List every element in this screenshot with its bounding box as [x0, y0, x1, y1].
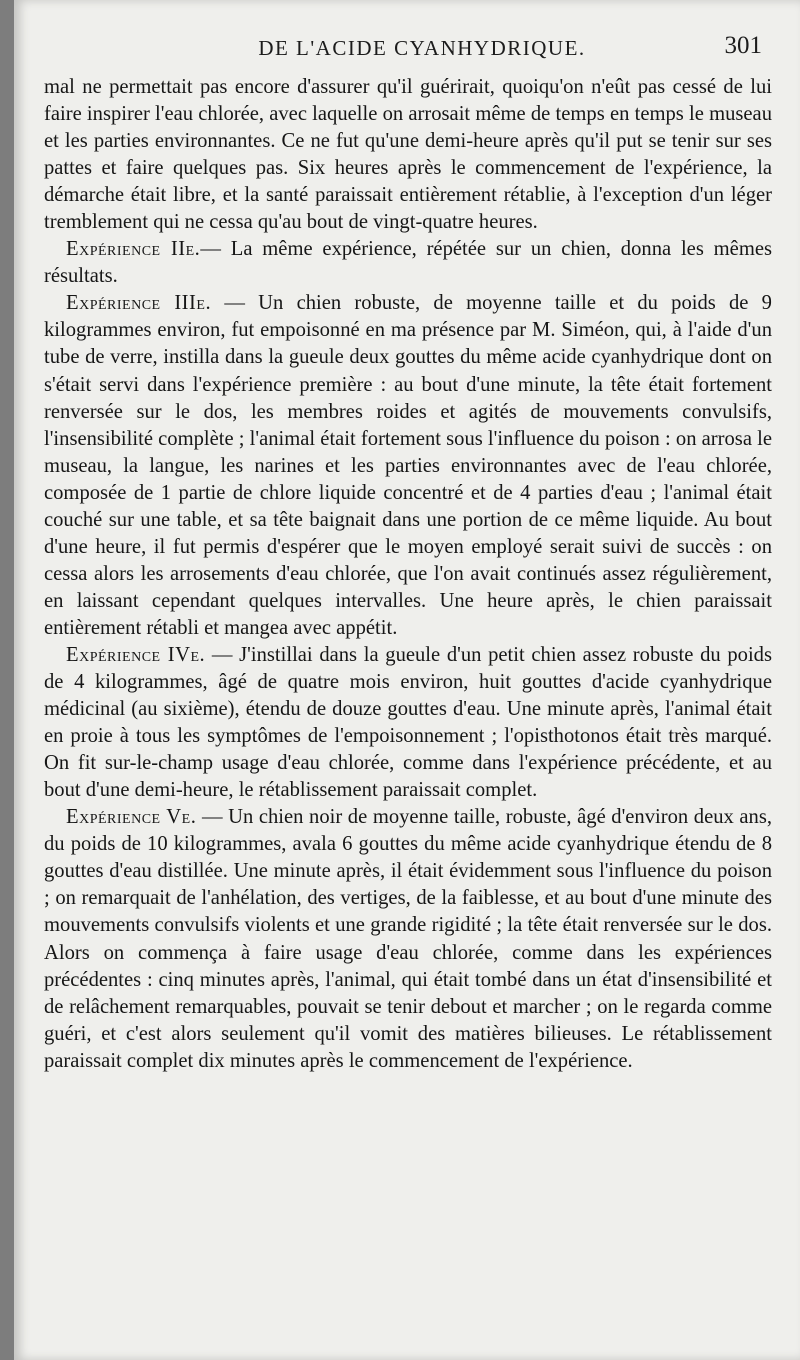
paragraph-continuation: [44, 74, 772, 236]
paragraph-experience-2: [44, 236, 772, 290]
paragraph-experience-5: [44, 804, 772, 1074]
running-head-title: DE L'ACIDE CYANHYDRIQUE.: [258, 36, 586, 60]
body-text: [44, 74, 772, 1075]
paragraph-text: — Un chien robuste, de moyenne taille et du poids de 9 kilogrammes environ, fut empoisonné en ma présence par M. Siméon, qui, à l'aide d'un tube de verre, instilla dans la gueule deux gouttes du même acide cyanhydrique dont on s'était servi dans l'expérience première : au bout d'une minute, la tête était fortement renversée sur le dos, les membres roides et agités de mouvements convulsifs, l'insensibilité complète ; l'animal était fortement sous l'influence du poison : on arrosa le museau, la langue, les narines et les parties environnantes avec de l'eau chlorée, composée de 1 partie de chlore liquide concentré et de 4 parties d'eau ; l'animal était couché sur une table, et sa tête baignait dans une portion de ce même liquide. Au bout d'une heure, il fut permis d'espérer que le moyen employé serait suivi de succès : on cessa alors les arrosements d'eau chlorée, que l'on avait continués assez régulièrement, en laissant cependant quelques intervalles. Une heure après, le chien paraissait entièrement rétabli et mangea avec appétit.: [44, 292, 772, 639]
paragraph-text: — La même expérience, répétée sur un chien, donna les mêmes résultats.: [44, 238, 772, 288]
experience-label: Expérience IIIe.: [66, 292, 212, 315]
experience-label: Expérience Ve.: [66, 806, 197, 829]
paragraph-text: — J'instillai dans la gueule d'un petit chien assez robuste du poids de 4 kilogrammes, âgé de quatre mois environ, huit gouttes d'acide cyanhydrique médicinal (au sixième), étendu de douze gouttes d'eau. Une minute après, l'animal était en proie à tous les symptômes de l'empoisonnement ; l'opisthotonos était très marqué. On fit sur-le-champ usage d'eau chlorée, comme dans l'expérience précédente, et au bout d'une demi-heure, le rétablissement paraissait complet.: [44, 643, 772, 802]
paragraph-experience-3: [44, 290, 772, 642]
page-number: 301: [724, 32, 762, 59]
running-head: [14, 32, 800, 66]
paragraph-experience-4: [44, 642, 772, 804]
paragraph-text: — Un chien noir de moyenne taille, robuste, âgé d'environ deux ans, du poids de 10 kilogrammes, avala 6 gouttes du même acide cyanhydrique étendu de 8 gouttes d'eau distillée. Une minute après, il était évidemment sous l'influence du poison ; on remarquait de l'anhélation, des vertiges, de la faiblesse, et au bout d'une minute des mouvements convulsifs violents et une grande rigidité ; la tête était renversée sur le dos. Alors on commença à faire usage d'eau chlorée, comme dans les expériences précédentes : cinq minutes après, l'animal, qui était tombé dans un état d'insensibilité et de relâchement remarquables, pouvait se tenir debout et marcher ; on le regarda comme guéri, et c'est alors seulement qu'il vomit des matières bilieuses. Le rétablissement paraissait complet dix minutes après le commencement de l'expérience.: [44, 806, 772, 1072]
paragraph-text: mal ne permettait pas encore d'assurer qu'il guérirait, quoiqu'on n'eût pas cessé de lui faire inspirer l'eau chlorée, avec laquelle on arrosait même de temps en temps le museau et les parties environnantes. Ce ne fut qu'une demi-heure après qu'il put se tenir sur ses pattes et faire quelques pas. Six heures après le commencement de l'expérience, la démarche était libre, et la santé paraissait entièrement rétablie, à l'exception d'un léger tremblement qui ne cessa qu'au bout de vingt-quatre heures.: [44, 76, 772, 234]
experience-label: Expérience IIe.: [66, 238, 201, 261]
experience-label: Expérience IVe.: [66, 643, 206, 666]
book-page: [14, 0, 800, 1360]
